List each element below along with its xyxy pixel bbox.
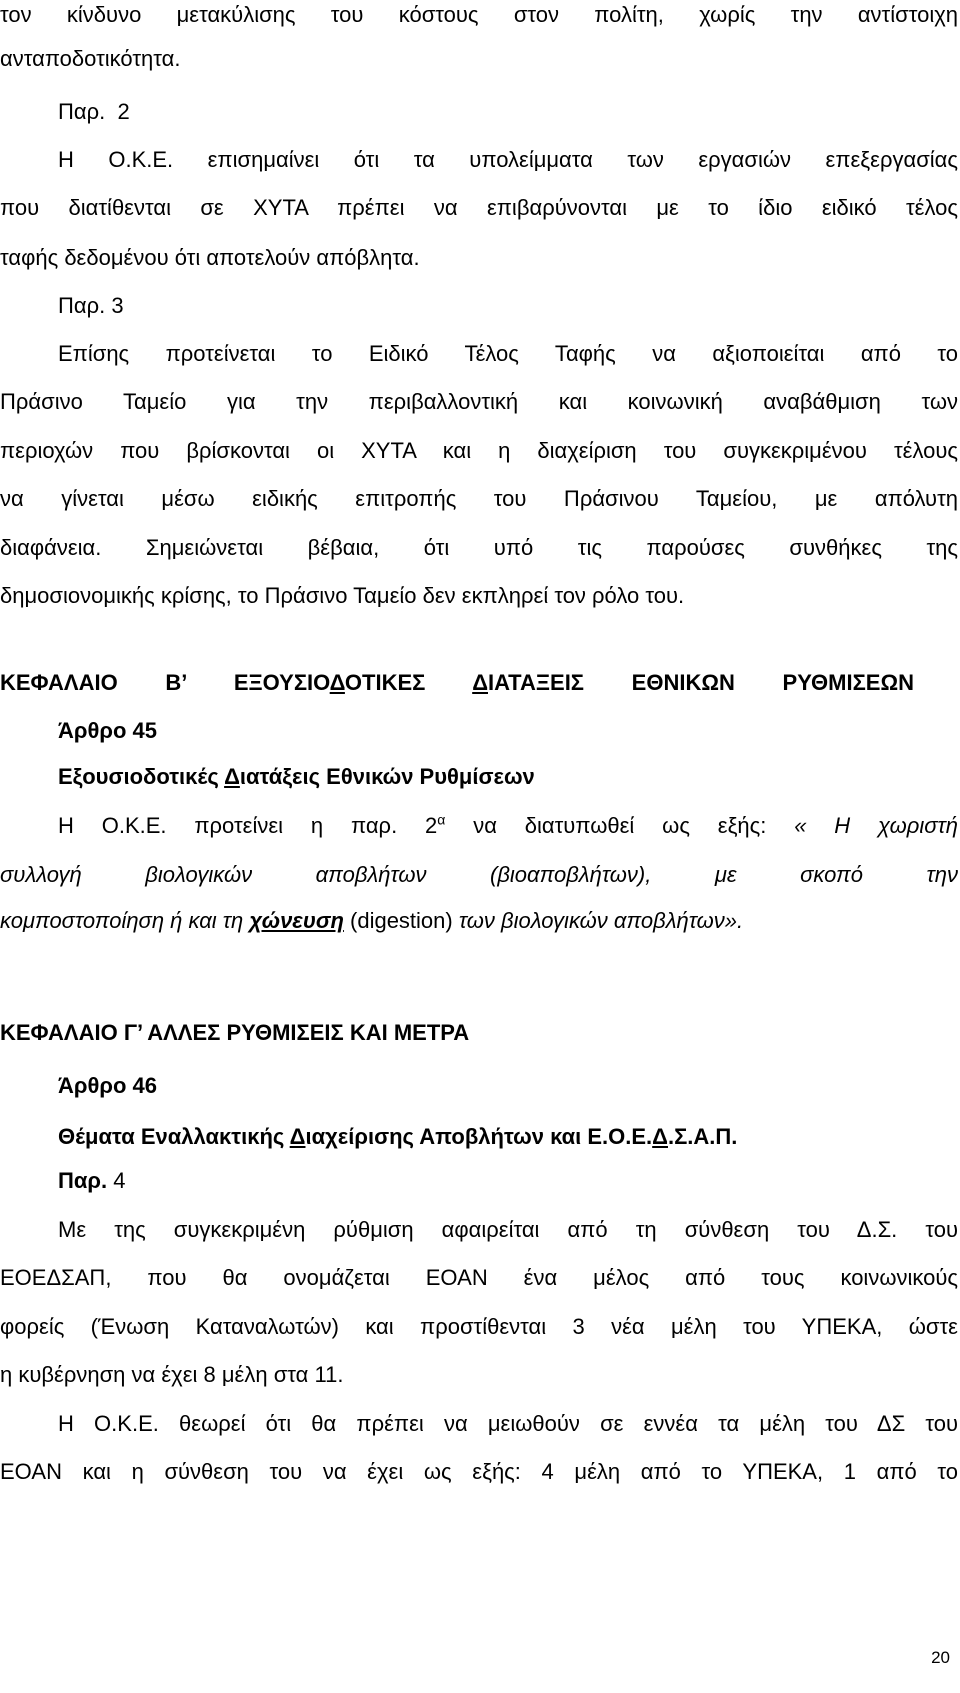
text-line: ΕΟΕΔΣΑΠ, που θα ονομάζεται ΕΟΑΝ ένα μέλος από τους κοινωνικούς	[0, 1265, 958, 1290]
text-line: ταφής δεδομένου ότι αποτελούν απόβλητα.	[0, 245, 420, 270]
text-line: δημοσιονομικής κρίσης, το Πράσινο Ταμείο δεν εκπληρεί τον ρόλο του.	[0, 583, 685, 608]
text-line: τον κίνδυνο μετακύλισης του κόστους στον πολίτη, χωρίς την αντίστοιχη	[0, 2, 958, 27]
text-line: Επίσης προτείνεται το Ειδικό Τέλος Ταφής να αξιοποιείται από το	[58, 341, 958, 366]
text-line: φορείς (Ένωση Καταναλωτών) και προστίθενται 3 νέα μέλη του ΥΠΕΚΑ, ώστε	[0, 1314, 958, 1339]
page-number: 20	[931, 1648, 950, 1667]
text-line: να γίνεται μέσω ειδικής επιτροπής του Πράσινου Ταμείου, με απόλυτη	[0, 486, 958, 511]
paragraph-label: Παρ. 3	[58, 293, 124, 318]
text-line: που διατίθενται σε ΧΥΤΑ πρέπει να επιβαρύνονται με το ίδιο ειδικό τέλος	[0, 195, 958, 220]
text-line: Με της συγκεκριμένη ρύθμιση αφαιρείται από τη σύνθεση του Δ.Σ. του	[58, 1217, 958, 1242]
text-line: συλλογή βιολογικών αποβλήτων (βιοαποβλήτων), με σκοπό την	[0, 862, 958, 887]
text-line: Η Ο.Κ.Ε. επισημαίνει ότι τα υπολείμματα των εργασιών επεξεργασίας	[58, 147, 958, 172]
text-line: η κυβέρνηση να έχει 8 μέλη στα 11.	[0, 1362, 344, 1387]
chapter-heading: ΚΕΦΑΛΑΙΟ Β’ ΕΞΟΥΣΙΟΔΟΤΙΚΕΣ ΔΙΑΤΑΞΕΙΣ ΕΘΝΙΚΩΝ ΡΥΘΜΙΣΕΩΝ	[0, 670, 914, 695]
text-line: περιοχών που βρίσκονται οι ΧΥΤΑ και η διαχείριση του συγκεκριμένου τέλους	[0, 438, 958, 463]
text-line: κομποστοποίηση ή και τη χώνευση (digestion) των βιολογικών αποβλήτων».	[0, 908, 744, 933]
text-line: διαφάνεια. Σημειώνεται βέβαια, ότι υπό τις παρούσες συνθήκες της	[0, 535, 958, 560]
text-line: Πράσινο Ταμείο για την περιβαλλοντική και κοινωνική αναβάθμιση των	[0, 389, 958, 414]
text-line: Η Ο.Κ.Ε. προτείνει η παρ. $2^\alpha$ να διατυπωθεί ως εξής: « Η χωριστή	[58, 811, 958, 838]
text-line: ΕΟΑΝ και η σύνθεση του να έχει ως εξής: 4 μέλη από το ΥΠΕΚΑ, 1 από το	[0, 1459, 958, 1484]
paragraph-label: Παρ. 2	[58, 99, 130, 124]
article-heading: Άρθρο 46	[58, 1073, 158, 1098]
article-title: Θέματα Εναλλακτικής Διαχείρισης Αποβλήτων και Ε.Ο.Ε.Δ.Σ.Α.Π.	[58, 1124, 738, 1149]
text-line: Η Ο.Κ.Ε. θεωρεί ότι θα πρέπει να μειωθούν σε εννέα τα μέλη του ΔΣ του	[58, 1411, 958, 1436]
article-heading: Άρθρο 45	[58, 718, 158, 743]
text-line: ανταποδοτικότητα.	[0, 46, 181, 71]
paragraph-label: Παρ. 4	[58, 1168, 126, 1193]
article-title: Εξουσιοδοτικές Διατάξεις Εθνικών Ρυθμίσεων	[58, 764, 535, 789]
chapter-heading: ΚΕΦΑΛΑΙΟ Γ’ ΑΛΛΕΣ ΡΥΘΜΙΣΕΙΣ ΚΑΙ ΜΕΤΡΑ	[0, 1020, 470, 1045]
